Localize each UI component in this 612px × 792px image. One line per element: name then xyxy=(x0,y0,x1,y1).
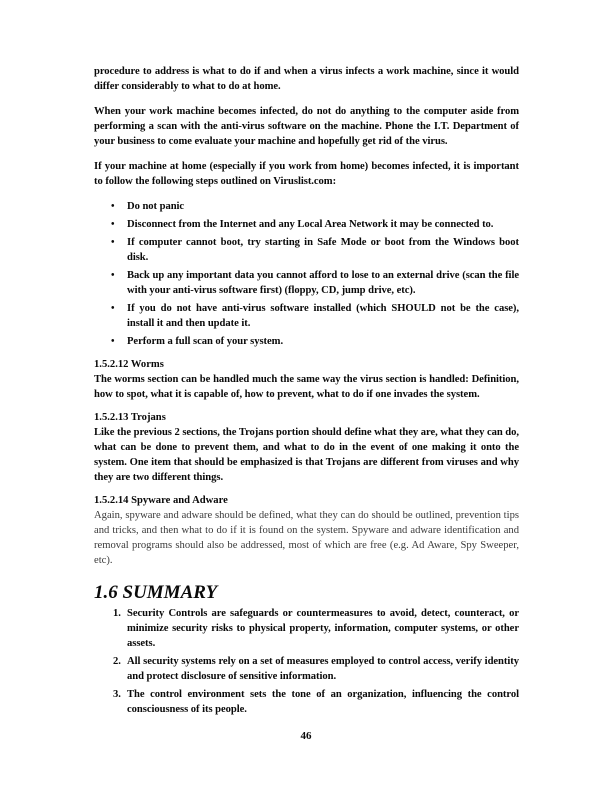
item-number: 3. xyxy=(113,689,121,700)
summary-heading: 1.6 SUMMARY xyxy=(94,582,218,603)
bullet-icon: • xyxy=(111,237,115,248)
list-item xyxy=(94,217,519,232)
section-heading: 1.5.2.12 Worms xyxy=(94,359,164,370)
bullet-icon: • xyxy=(111,219,115,230)
virus-steps-list xyxy=(94,199,519,349)
section-spyware-adware xyxy=(94,493,519,568)
section-heading: 1.5.2.13 Trojans xyxy=(94,412,166,423)
intro-paragraph-3: If your machine at home (especially if you work from home) becomes infected, it is important to follow the following steps outlined on Viruslist.com: xyxy=(94,161,519,187)
list-item xyxy=(94,199,519,214)
list-item-text: Disconnect from the Internet and any Local Area Network it may be connected to. xyxy=(127,219,494,230)
list-item-text: Perform a full scan of your system. xyxy=(127,336,284,347)
summary-item xyxy=(94,687,519,717)
list-item-text: If computer cannot boot, try starting in Safe Mode or boot from the Windows boot disk. xyxy=(127,237,519,263)
section-body: Like the previous 2 sections, the Trojans portion should define what they are, what they can do, what can be done to prevent them, and what to do in the event of one making it onto the system. One item that should be emphasized is that Trojans are different from viruses and why they are two different things. xyxy=(94,427,519,483)
summary-item-text: The control environment sets the tone of an organization, influencing the control consciousness of its people. xyxy=(127,689,519,715)
item-number: 2. xyxy=(113,656,121,667)
list-item xyxy=(94,301,519,331)
list-item xyxy=(94,334,519,349)
page-number: 46 xyxy=(300,730,312,742)
list-item-text: Do not panic xyxy=(127,201,185,212)
bullet-icon: • xyxy=(111,303,115,314)
section-worms xyxy=(94,357,519,402)
intro-paragraph-2: When your work machine becomes infected, do not do anything to the computer aside from performing a scan with the anti-virus software on the machine. Phone the I.T. Department of your business to come evaluate your machine and hopefully get rid of the virus. xyxy=(94,106,519,147)
summary-list xyxy=(94,606,519,717)
bullet-icon: • xyxy=(111,336,115,347)
summary-item xyxy=(94,606,519,651)
list-item-text: If you do not have anti-virus software installed (which SHOULD not be the case), install it and then update it. xyxy=(127,303,519,329)
summary-item-text: Security Controls are safeguards or countermeasures to avoid, detect, counteract, or minimize security risks to physical property, information, computer systems, or other assets. xyxy=(127,608,519,649)
section-trojans xyxy=(94,410,519,485)
section-heading: 1.5.2.14 Spyware and Adware xyxy=(94,495,228,506)
section-body: Again, spyware and adware should be defined, what they can do should be outlined, prevention tips and tricks, and then what to do if it is found on the system. Spyware and adware identification and removal programs should also be addressed, most of which are free (e.g. Ad Aware, Spy Sweeper, etc). xyxy=(94,510,519,566)
summary-item-text: All security systems rely on a set of measures employed to control access, verify identity and protect disclosure of sensitive information. xyxy=(127,656,519,682)
intro-paragraph-1: procedure to address is what to do if and when a virus infects a work machine, since it would differ considerably to what to do at home. xyxy=(94,66,519,92)
summary-item xyxy=(94,654,519,684)
list-item xyxy=(94,268,519,298)
bullet-icon: • xyxy=(111,270,115,281)
list-item xyxy=(94,235,519,265)
item-number: 1. xyxy=(113,608,121,619)
document-page xyxy=(94,64,519,720)
bullet-icon: • xyxy=(111,201,115,212)
list-item-text: Back up any important data you cannot afford to lose to an external drive (scan the file with your anti-virus software first) (floppy, CD, jump drive, etc). xyxy=(127,270,519,296)
section-body: The worms section can be handled much the same way the virus section is handled: Definition, how to spot, what it is capable of, how to prevent, what to do if one invades the system. xyxy=(94,374,519,400)
